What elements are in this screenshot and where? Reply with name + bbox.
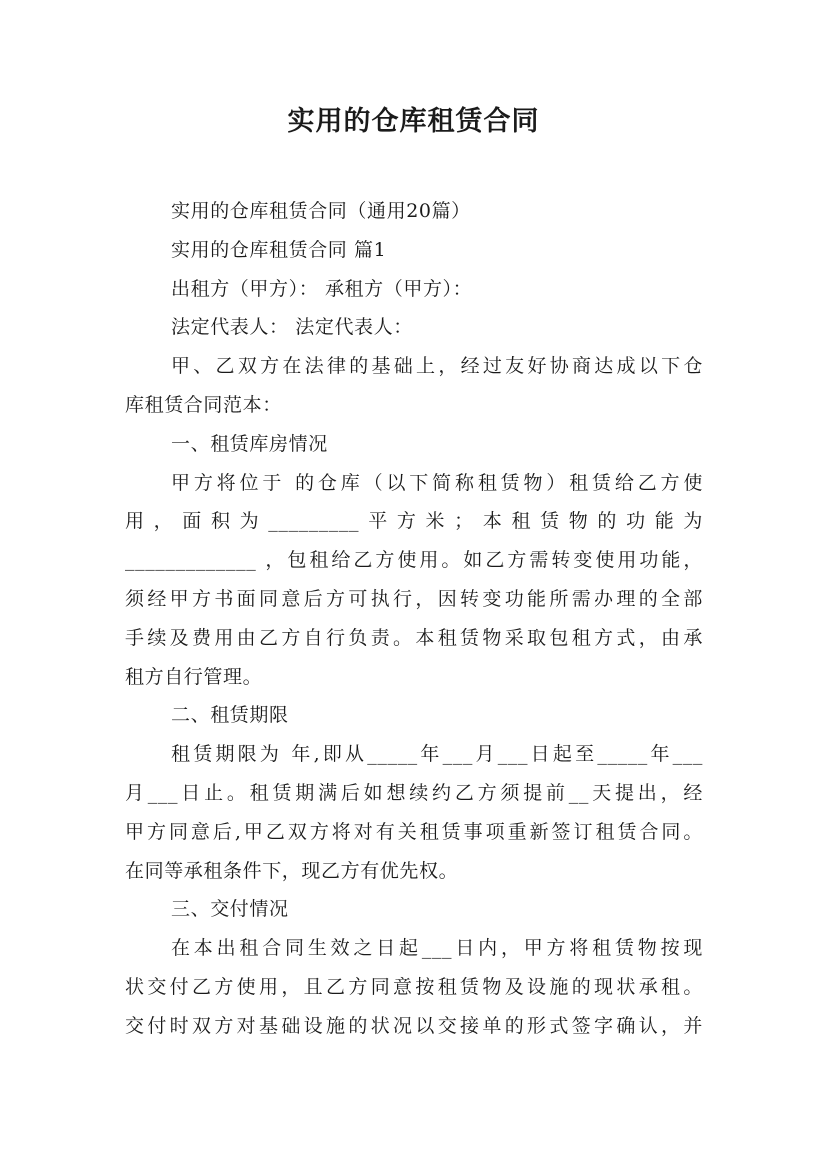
document-title: 实用的仓库租赁合同 [287, 106, 540, 137]
paragraph-warehouse-line-6: 租方自行管理。 [125, 665, 263, 688]
paragraph-warehouse-line-4: 须经甲方书面同意后方可执行，因转变功能所需办理的全部 [125, 587, 703, 610]
paragraph-warehouse-line-3: _____________ ，包租给乙方使用。如乙方需转变使用功能， [125, 549, 703, 572]
paragraph-warehouse-line-5: 手续及费用由乙方自行负责。本租赁物采取包租方式，由承 [125, 626, 703, 649]
paragraph-term-line-3: 甲方同意后,甲乙双方将对有关租赁事项重新签订租赁合同。 [125, 820, 703, 843]
document-body [125, 192, 703, 1046]
paragraph-term-line-2: 月___日止。租赁期满后如想续约乙方须提前__天提出，经 [125, 781, 703, 804]
paragraph-term-line-4: 在同等承租条件下，现乙方有优先权。 [125, 859, 459, 882]
paragraph-subtitle: 实用的仓库租赁合同（通用20篇） [171, 200, 471, 222]
paragraph-delivery-line-1: 在本出租合同生效之日起___日内，甲方将租赁物按现 [171, 937, 703, 960]
paragraph-intro-line-1: 甲、乙双方在法律的基础上，经过友好协商达成以下仓 [171, 355, 703, 378]
heading-warehouse-situation: 一、租赁库房情况 [171, 432, 328, 455]
paragraph-term-line-1: 租赁期限为 年,即从_____年___月___日起至_____年___ [171, 743, 703, 766]
paragraph-warehouse-line-2: 用，面积为_________平方米；本租赁物的功能为 [125, 510, 703, 533]
paragraph-delivery-line-2: 状交付乙方使用，且乙方同意按租赁物及设施的现状承租。 [125, 975, 703, 998]
paragraph-intro-line-2: 库租赁合同范本： [125, 393, 282, 416]
paragraph-section-label: 实用的仓库租赁合同 篇1 [171, 238, 387, 261]
paragraph-delivery-line-3: 交付时双方对基础设施的状况以交接单的形式签字确认，并 [125, 1014, 703, 1037]
paragraph-representatives: 法定代表人： 法定代表人： [171, 316, 413, 339]
paragraph-warehouse-line-1: 甲方将位于 的仓库（以下简称租赁物）租赁给乙方使 [171, 471, 703, 494]
heading-delivery: 三、交付情况 [171, 898, 289, 921]
paragraph-parties: 出租方（甲方）： 承租方（甲方）： [171, 277, 473, 300]
heading-lease-term: 二、租赁期限 [171, 704, 289, 727]
